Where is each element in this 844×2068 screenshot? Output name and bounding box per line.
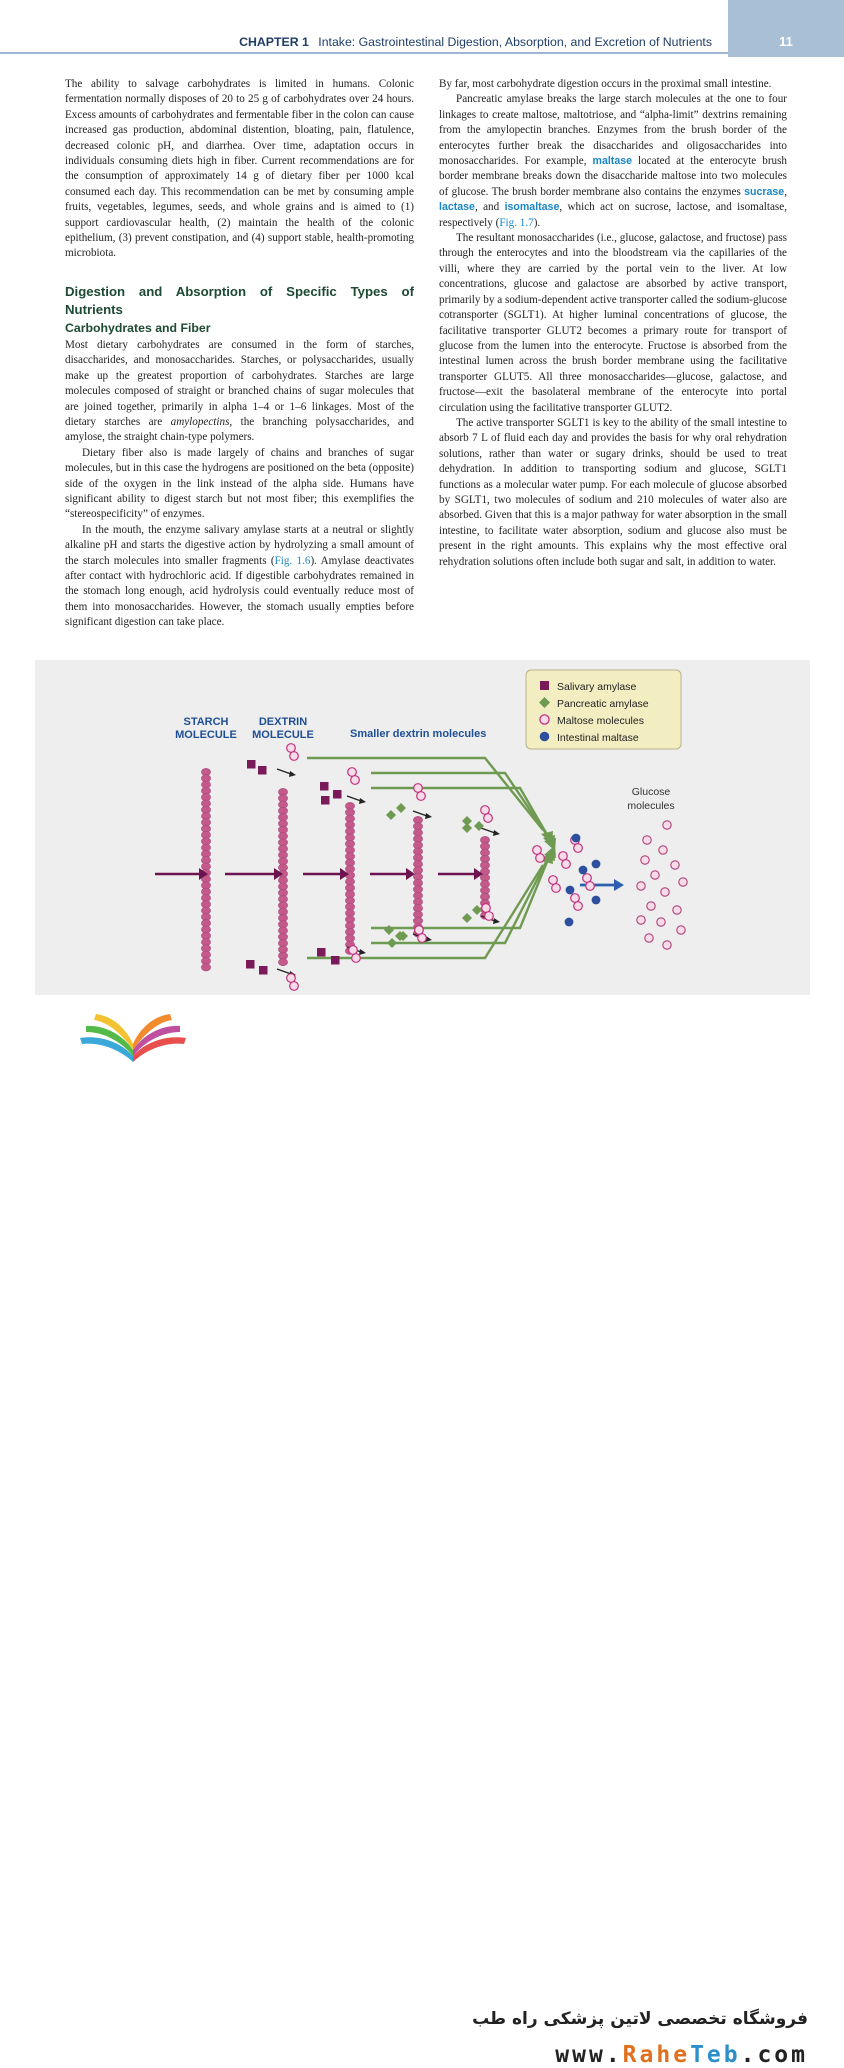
chapter-label: CHAPTER 1 bbox=[239, 35, 309, 49]
paragraph bbox=[65, 523, 414, 631]
pancreatic-amylase-diamond bbox=[386, 810, 396, 820]
glucose-molecule bbox=[661, 888, 669, 896]
intestinal-maltase-dot bbox=[566, 886, 575, 895]
small-arrow bbox=[413, 811, 427, 816]
salivary-amylase-square bbox=[317, 948, 326, 957]
small-arrow-head bbox=[425, 813, 432, 819]
salivary-amylase-square bbox=[320, 782, 329, 791]
small-arrow bbox=[277, 769, 291, 774]
figure-link[interactable]: Fig. 1.7 bbox=[499, 216, 534, 229]
page-number: 11 bbox=[779, 34, 793, 49]
maltose-molecule bbox=[417, 792, 426, 801]
label-starch: STARCH bbox=[183, 716, 229, 728]
salivary-amylase-square bbox=[321, 796, 330, 805]
maltose-molecule bbox=[484, 814, 493, 823]
glossary-term-maltase[interactable]: maltase bbox=[592, 155, 632, 168]
intestinal-maltase-dot bbox=[579, 866, 588, 875]
text-run: ). Amylase deactivates after contact with hydrochloric acid. If digestible carbohydrates remained in the stomach long enough, acid hydrolysis could eventually reduce most of them into monosaccharides. However, the stomach usually empties before significant digestion can take place. bbox=[65, 554, 415, 629]
maltose-molecule bbox=[415, 926, 424, 935]
intestinal-maltase-dot bbox=[565, 918, 574, 927]
small-arrow-head bbox=[359, 798, 366, 804]
text-run: ). bbox=[533, 216, 541, 229]
maltose-molecule bbox=[349, 946, 358, 955]
glucose-molecule bbox=[679, 878, 687, 886]
progress-arrows bbox=[155, 769, 624, 977]
paragraph bbox=[65, 338, 414, 446]
text-run: Pancreatic amylase breaks the large starch molecules at the one to four linkages to create maltose, maltotriose, and “alpha-limit” dextrins remaining from the amylopectin branches. Enzymes from the brush border of the enterocytes further break the disaccharides and oligosaccharides into monosaccharides. For example, bbox=[439, 93, 787, 168]
glucose-molecule bbox=[663, 821, 671, 829]
salivary-amylase-icon bbox=[540, 681, 549, 690]
maltose-molecule bbox=[352, 954, 361, 963]
maltose-molecule bbox=[287, 974, 296, 983]
figure-link[interactable]: Fig. 1.6 bbox=[274, 554, 311, 567]
page-header bbox=[0, 0, 844, 57]
paragraph: The active transporter SGLT1 is key to the ability of the small intestine to absorb 7 L of fluid each day and provides the basis for why oral rehydration solutions, rather than water or sugary drinks, should be used to treat dehydration. In addition to transporting sodium and glucose, SGLT1 functions as a molecular water pump. For each molecule of glucose absorbed by SGLT1, two molecules of sodium and 210 molecules of water also are absorbed. Given that this is a major pathway for water absorption in the small intestine, to facilitate water absorption, sodium and glucose also must be present in the right amounts. This explains why the most effective oral rehydration solutions often include both sugar and salt, in addition to water. bbox=[439, 416, 787, 568]
absorb-arrow-head bbox=[614, 879, 624, 891]
paragraph: Dietary fiber also is made largely of chains and branches of sugar molecules, but in this case the hydrogens are positioned on the beta (opposite) side of the oxygen in the link instead of the alpha side. Humans have significant ability to digest starch but not most fiber; this exemplifies the “stereospecificity” of enzymes. bbox=[65, 446, 414, 521]
maltose-molecule bbox=[287, 744, 296, 753]
small-arrow-head bbox=[289, 771, 296, 777]
left-column bbox=[65, 77, 414, 631]
maltose-molecule bbox=[536, 854, 545, 863]
text-run: located at the enterocyte brush border membrane breaks down the disaccharide maltose into two molecules of glucose. The brush border membrane also contains the enzymes bbox=[439, 155, 788, 198]
pancreatic-amylase-diamond bbox=[474, 821, 484, 831]
pancreatic-amylase-diamond bbox=[387, 938, 397, 948]
glucose-molecule bbox=[671, 861, 679, 869]
url-part: Teb bbox=[690, 2042, 741, 2068]
glucose-molecule bbox=[641, 856, 649, 864]
salivary-amylase-square bbox=[246, 960, 255, 969]
right-column bbox=[439, 77, 787, 570]
digestion-figure bbox=[35, 660, 810, 995]
glucose-molecule bbox=[637, 882, 645, 890]
glucose-molecule bbox=[647, 902, 655, 910]
small-arrow-head bbox=[359, 949, 366, 955]
pancreatic-amylase-diamond bbox=[462, 913, 472, 923]
italic-term: amylopectins bbox=[170, 415, 230, 428]
starch-chains bbox=[201, 768, 489, 971]
salivary-amylase-square bbox=[247, 760, 256, 769]
small-arrow bbox=[347, 796, 361, 801]
glucose-molecule bbox=[645, 934, 653, 942]
maltose-molecule bbox=[290, 982, 299, 991]
glucose-molecule bbox=[651, 871, 659, 879]
text-run: , and bbox=[474, 201, 505, 214]
paragraph: By far, most carbohydrate digestion occurs in the proximal small intestine. bbox=[439, 78, 772, 90]
chapter-title: Intake: Gastrointestinal Digestion, Absorption, and Excretion of Nutrients bbox=[318, 35, 712, 49]
text-run: , the branching polysaccharides, and amylose, the straight chain-type polymers. bbox=[65, 415, 414, 444]
text-run: , bbox=[784, 185, 787, 198]
small-arrow bbox=[481, 828, 495, 833]
maltose-molecule bbox=[562, 860, 571, 869]
maltose-molecule bbox=[414, 784, 423, 793]
paragraph: The resultant monosaccharides (i.e., glucose, galactose, and fructose) pass through the enterocytes and into the bloodstream via the capillaries of the villi, where they are carried by the portal vein to the liver. At low concentrations, glucose and galactose are absorbed by active transport, primarily by a sodium-dependent active transporter called the sodium-glucose cotransporter (SGLT1). At higher luminal concentrations of glucose, the facilitative transporter GLUT2 becomes a primary route for transport of glucose from the lumen into the enterocyte. Fructose is absorbed from the intestinal lumen across the brush border membrane using the facilitative transporter GLUT5. All three monosaccharides—glucose, galactose, and fructose—exit the basolateral membrane of the enterocyte into portal circulation using the facilitative transporter GLUT2. bbox=[439, 232, 787, 414]
maltose-molecule bbox=[485, 912, 494, 921]
legend-label: Salivary amylase bbox=[557, 681, 637, 693]
maltose-molecule bbox=[351, 776, 360, 785]
maltose-molecule bbox=[574, 902, 583, 911]
maltose-molecule bbox=[586, 882, 595, 891]
url-part: www. bbox=[555, 2042, 623, 2068]
maltose-molecule bbox=[348, 768, 357, 777]
small-arrow-head bbox=[493, 918, 500, 924]
text-run: , which act on sucrose, lactose, and isomaltase, respectively ( bbox=[439, 201, 787, 229]
pancreatic-amylase-diamond bbox=[472, 905, 482, 915]
maltose-molecule-icon bbox=[540, 715, 549, 724]
header-rule bbox=[0, 52, 728, 54]
small-arrow bbox=[277, 969, 291, 974]
glucose-bead bbox=[278, 959, 287, 966]
book-logo-icon bbox=[78, 1008, 188, 1072]
green-pathways bbox=[307, 758, 556, 958]
text-run: In the mouth, the enzyme salivary amylase starts at a neutral or slightly alkaline pH and starts the digestive action by hydrolyzing a small amount of the starch molecules into smaller fragments ( bbox=[65, 523, 414, 567]
label-glucose-2: molecules bbox=[627, 800, 675, 812]
maltose-molecule bbox=[533, 846, 542, 855]
glucose-molecule bbox=[657, 918, 665, 926]
page-number-box bbox=[728, 0, 844, 57]
pancreatic-amylase-diamond bbox=[462, 823, 472, 833]
maltose-molecule bbox=[552, 884, 561, 893]
label-dextrin: DEXTRIN bbox=[258, 716, 308, 728]
salivary-amylase-square bbox=[259, 966, 268, 975]
paragraph bbox=[439, 92, 787, 231]
glucose-molecule bbox=[643, 836, 651, 844]
salivary-amylase-square bbox=[331, 956, 340, 965]
maltose-molecule bbox=[574, 844, 583, 853]
pancreatic-amylase-diamond bbox=[396, 803, 406, 813]
green-pathway bbox=[371, 857, 549, 928]
store-url[interactable] bbox=[448, 2042, 808, 2068]
intestinal-maltase-icon bbox=[540, 732, 550, 742]
green-pathway bbox=[371, 788, 549, 838]
glossary-term-sucrase[interactable]: sucrase bbox=[744, 185, 785, 198]
store-name: فروشگاه تخصصی لاتین پزشکی راه طب bbox=[472, 2009, 808, 2029]
maltose-molecule bbox=[418, 934, 427, 943]
glossary-term-isomaltase[interactable]: isomaltase bbox=[504, 201, 560, 214]
section-heading: Digestion and Absorption of Specific Types of Nutrients bbox=[65, 283, 414, 317]
maltose-molecule bbox=[583, 874, 592, 883]
salivary-amylase-square bbox=[333, 790, 342, 799]
glucose-molecule bbox=[663, 941, 671, 949]
legend-label: Maltose molecules bbox=[557, 715, 644, 727]
glossary-term-lactase[interactable]: lactase bbox=[439, 201, 475, 214]
maltose-molecule bbox=[559, 852, 568, 861]
running-head bbox=[0, 35, 712, 49]
label-glucose: Glucose bbox=[631, 786, 671, 798]
label-smaller-dextrin: Smaller dextrin molecules bbox=[350, 728, 487, 740]
maltose-molecule bbox=[549, 876, 558, 885]
intestinal-maltase-dot bbox=[592, 860, 601, 869]
glucose-molecule bbox=[673, 906, 681, 914]
glucose-molecule bbox=[659, 846, 667, 854]
intestinal-maltase-dot bbox=[592, 896, 601, 905]
label-dextrin-2: MOLECULE bbox=[252, 729, 314, 741]
legend-label: Pancreatic amylase bbox=[557, 698, 649, 710]
text-run: Most dietary carbohydrates are consumed in the form of starches, disaccharides, and monosaccharides. Starches, or polysaccharides, usually make up the greatest proportion of carbohydrates. Starches are large molecules composed of straight or branched chains of sugar molecules that are joined together, primarily in alpha 1–4 or 1–6 linkages. Most of the dietary starches are bbox=[65, 338, 414, 428]
label-starch-2: MOLECULE bbox=[175, 729, 237, 741]
figure-legend bbox=[526, 670, 681, 749]
legend-label: Intestinal maltase bbox=[557, 732, 639, 744]
footer-banner bbox=[0, 995, 844, 2068]
maltose-molecule bbox=[571, 894, 580, 903]
maltose-molecule bbox=[481, 806, 490, 815]
salivary-amylase-square bbox=[258, 766, 267, 775]
paragraph: The ability to salvage carbohydrates is limited in humans. Colonic fermentation normally disposes of 20 to 25 g of carbohydrates over 24 hours. Excess amounts of carbohydrates and fermentable fiber in the colon can cause increased gas production, abdominal distention, bloating, pain, flatulence, decreased colonic pH, and diarrhea. Over time, adaptation occurs in individuals consuming diets high in fiber. Current recommendations are for the consumption of approximately 14 g of dietary fiber per 1000 kcal consumed each day. This recommendation can be met by consuming ample fruits, vegetables, legumes, seeds, and whole grains and is aimed to (1) support cardiovascular health, (2) maintain the health of the colonic epithelium, (3) prevent constipation, and (4) support stable, health-promoting microbiota. bbox=[65, 78, 414, 260]
glucose-molecule bbox=[637, 916, 645, 924]
small-arrow-head bbox=[493, 830, 500, 836]
glucose-bead bbox=[201, 964, 210, 971]
intestinal-maltase-dot bbox=[572, 834, 581, 843]
maltose-molecule bbox=[290, 752, 299, 761]
maltose-molecule bbox=[482, 904, 491, 913]
digestion-diagram bbox=[35, 660, 810, 995]
url-part: .com bbox=[740, 2042, 808, 2068]
url-part: Rahe bbox=[622, 2042, 691, 2068]
subsection-heading: Carbohydrates and Fiber bbox=[65, 320, 211, 335]
pancreatic-amylase-diamond bbox=[384, 925, 394, 935]
glucose-molecule bbox=[677, 926, 685, 934]
